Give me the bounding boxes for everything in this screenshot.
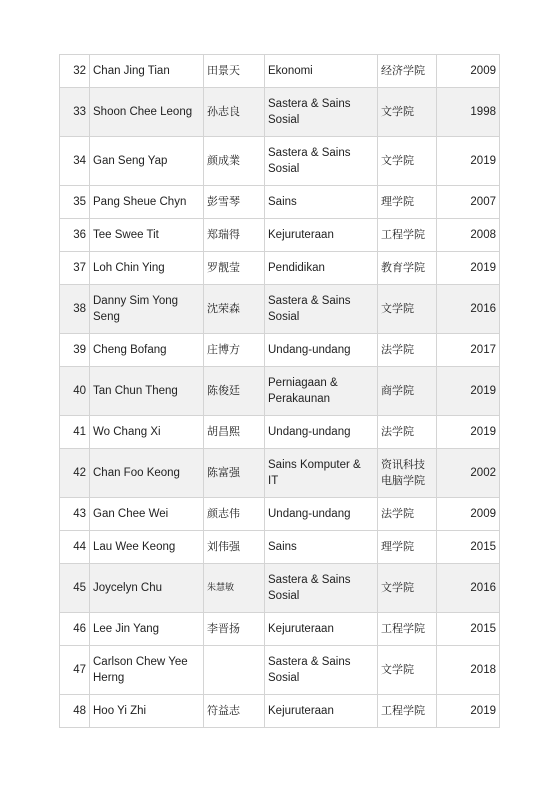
college-name: 工程学院 (378, 219, 437, 252)
faculty-name: Sastera & Sains Sosial (265, 285, 378, 334)
table-row (60, 564, 500, 613)
college-name: 法学院 (378, 498, 437, 531)
college-name: 工程学院 (378, 613, 437, 646)
table-row (60, 646, 500, 695)
faculty-name: Sains (265, 186, 378, 219)
alumnus-name: Pang Sheue Chyn (90, 186, 204, 219)
table-row (60, 137, 500, 186)
table-row (60, 449, 500, 498)
table-row (60, 334, 500, 367)
chinese-name: 陈俊廷 (204, 367, 265, 416)
college-name: 经济学院 (378, 55, 437, 88)
graduation-year: 2002 (437, 449, 500, 498)
chinese-name: 颜成業 (204, 137, 265, 186)
alumnus-name: Cheng Bofang (90, 334, 204, 367)
row-number: 47 (60, 646, 90, 695)
graduation-year: 2009 (437, 498, 500, 531)
chinese-name: 孙志良 (204, 88, 265, 137)
chinese-name (204, 646, 265, 695)
table-row (60, 219, 500, 252)
faculty-name: Sastera & Sains Sosial (265, 88, 378, 137)
table-row (60, 285, 500, 334)
chinese-name: 陈富强 (204, 449, 265, 498)
alumnus-name: Danny Sim Yong Seng (90, 285, 204, 334)
graduation-year: 2018 (437, 646, 500, 695)
alumnus-name: Gan Chee Wei (90, 498, 204, 531)
graduation-year: 2019 (437, 695, 500, 728)
row-number: 38 (60, 285, 90, 334)
graduation-year: 2015 (437, 613, 500, 646)
alumnus-name: Carlson Chew Yee Herng (90, 646, 204, 695)
faculty-name: Undang-undang (265, 498, 378, 531)
table-row (60, 531, 500, 564)
table-row (60, 55, 500, 88)
table-row (60, 186, 500, 219)
alumnus-name: Lau Wee Keong (90, 531, 204, 564)
chinese-name: 田景天 (204, 55, 265, 88)
row-number: 43 (60, 498, 90, 531)
faculty-name: Ekonomi (265, 55, 378, 88)
graduation-year: 2016 (437, 564, 500, 613)
row-number: 40 (60, 367, 90, 416)
faculty-name: Kejuruteraan (265, 695, 378, 728)
college-name: 文学院 (378, 137, 437, 186)
faculty-name: Undang-undang (265, 334, 378, 367)
graduation-year: 2007 (437, 186, 500, 219)
alumnus-name: Gan Seng Yap (90, 137, 204, 186)
college-name: 法学院 (378, 334, 437, 367)
college-name: 文学院 (378, 564, 437, 613)
chinese-name: 彭雪琴 (204, 186, 265, 219)
college-name: 法学院 (378, 416, 437, 449)
college-name: 文学院 (378, 285, 437, 334)
faculty-name: Perniagaan & Perakaunan (265, 367, 378, 416)
alumnus-name: Shoon Chee Leong (90, 88, 204, 137)
faculty-name: Pendidikan (265, 252, 378, 285)
chinese-name: 庄博方 (204, 334, 265, 367)
row-number: 45 (60, 564, 90, 613)
row-number: 46 (60, 613, 90, 646)
graduation-year: 2019 (437, 367, 500, 416)
row-number: 39 (60, 334, 90, 367)
graduation-year: 2019 (437, 252, 500, 285)
college-name: 文学院 (378, 646, 437, 695)
faculty-name: Sains Komputer & IT (265, 449, 378, 498)
table-row (60, 695, 500, 728)
chinese-name: 沈荣森 (204, 285, 265, 334)
row-number: 35 (60, 186, 90, 219)
alumnus-name: Hoo Yi Zhi (90, 695, 204, 728)
chinese-name: 罗靓莹 (204, 252, 265, 285)
alumnus-name: Joycelyn Chu (90, 564, 204, 613)
table-row (60, 613, 500, 646)
graduation-year: 2019 (437, 137, 500, 186)
alumnus-name: Wo Chang Xi (90, 416, 204, 449)
graduation-year: 2009 (437, 55, 500, 88)
row-number: 33 (60, 88, 90, 137)
faculty-name: Sastera & Sains Sosial (265, 137, 378, 186)
table-row (60, 367, 500, 416)
row-number: 48 (60, 695, 90, 728)
alumni-table (59, 54, 500, 728)
college-name: 教育学院 (378, 252, 437, 285)
row-number: 37 (60, 252, 90, 285)
table-row (60, 252, 500, 285)
row-number: 34 (60, 137, 90, 186)
alumnus-name: Loh Chin Ying (90, 252, 204, 285)
faculty-name: Undang-undang (265, 416, 378, 449)
chinese-name: 符益志 (204, 695, 265, 728)
chinese-name: 胡昌熙 (204, 416, 265, 449)
faculty-name: Sastera & Sains Sosial (265, 564, 378, 613)
college-name: 理学院 (378, 186, 437, 219)
graduation-year: 1998 (437, 88, 500, 137)
chinese-name: 李晋扬 (204, 613, 265, 646)
row-number: 44 (60, 531, 90, 564)
chinese-name: 颜志伟 (204, 498, 265, 531)
table-row (60, 416, 500, 449)
graduation-year: 2017 (437, 334, 500, 367)
chinese-name: 朱慧敏 (204, 564, 265, 613)
college-name: 工程学院 (378, 695, 437, 728)
row-number: 36 (60, 219, 90, 252)
graduation-year: 2019 (437, 416, 500, 449)
alumnus-name: Lee Jin Yang (90, 613, 204, 646)
table-row (60, 88, 500, 137)
graduation-year: 2008 (437, 219, 500, 252)
alumnus-name: Chan Foo Keong (90, 449, 204, 498)
alumni-table-body (60, 55, 500, 728)
chinese-name: 郑瑞得 (204, 219, 265, 252)
row-number: 41 (60, 416, 90, 449)
college-name: 理学院 (378, 531, 437, 564)
alumnus-name: Tan Chun Theng (90, 367, 204, 416)
row-number: 42 (60, 449, 90, 498)
college-name: 商学院 (378, 367, 437, 416)
faculty-name: Kejuruteraan (265, 219, 378, 252)
alumnus-name: Chan Jing Tian (90, 55, 204, 88)
chinese-name: 刘伟强 (204, 531, 265, 564)
graduation-year: 2016 (437, 285, 500, 334)
college-name: 文学院 (378, 88, 437, 137)
faculty-name: Kejuruteraan (265, 613, 378, 646)
faculty-name: Sains (265, 531, 378, 564)
row-number: 32 (60, 55, 90, 88)
alumnus-name: Tee Swee Tit (90, 219, 204, 252)
table-row (60, 498, 500, 531)
faculty-name: Sastera & Sains Sosial (265, 646, 378, 695)
college-name: 资讯科技电脑学院 (378, 449, 437, 498)
graduation-year: 2015 (437, 531, 500, 564)
